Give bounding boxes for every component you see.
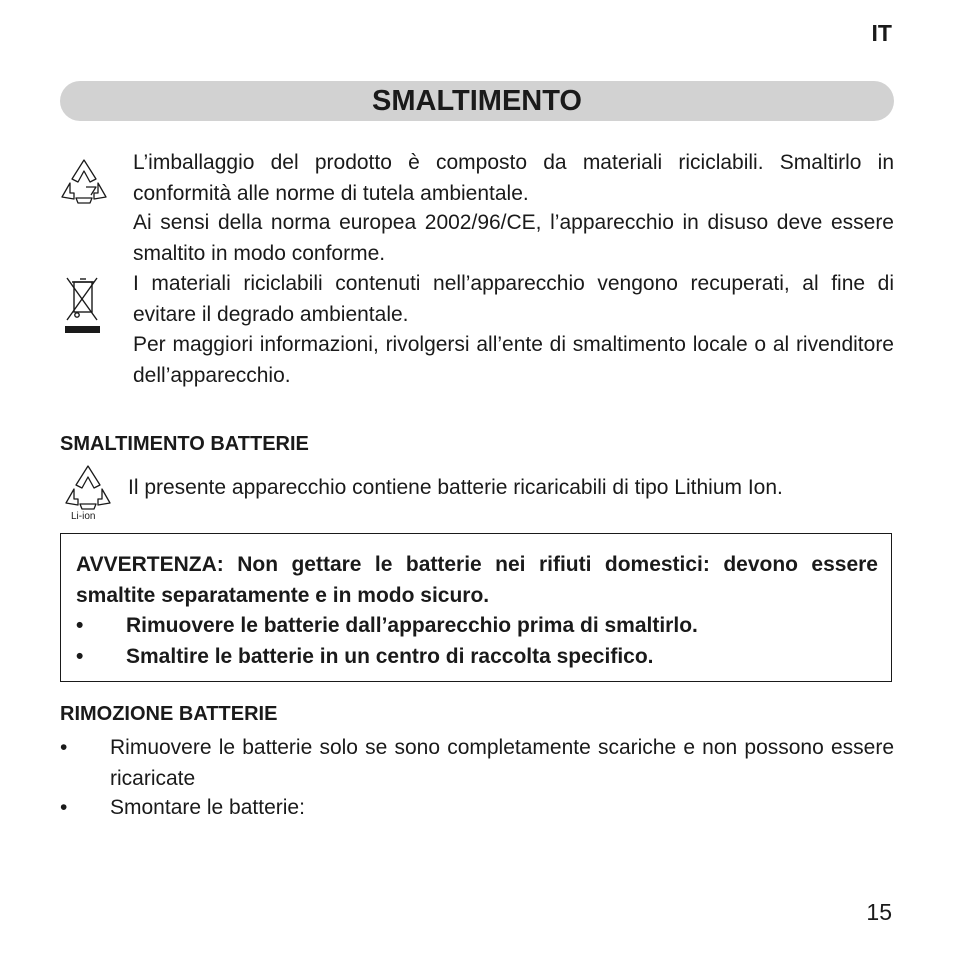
bullet-symbol: •	[60, 796, 68, 819]
recycle-arrows-icon	[62, 463, 114, 511]
recovery-text: I materiali riciclabili contenuti nell’apparecchio vengono recuperati, al fine di evitare il degrado ambientale.	[133, 272, 894, 326]
page-title: SMALTIMENTO	[60, 81, 894, 121]
packaging-text: L’imballaggio del prodotto è composto da materiali riciclabili. Smaltirlo in conformità alle norme di tutela ambientale.	[133, 151, 894, 205]
warning-bullet-text: Rimuovere le batterie dall’apparecchio prima di smaltirlo.	[126, 614, 698, 637]
li-ion-recycle-icon	[62, 463, 114, 525]
info-text: Per maggiori informazioni, rivolgersi all’ente di smaltimento locale o al rivenditore dell’apparecchio.	[133, 333, 894, 387]
removal-bullet-text: Rimuovere le batterie solo se sono completamente scariche e non possono essere ricaricate	[110, 736, 894, 790]
recycle-icon	[60, 157, 108, 205]
battery-removal-heading: RIMOZIONE BATTERIE	[60, 703, 278, 725]
li-ion-label: Li-ion	[71, 511, 96, 522]
warning-bullet-text: Smaltire le batterie in un centro di raccolta specifico.	[126, 645, 654, 668]
language-label: IT	[871, 20, 892, 46]
removal-bullet-text: Smontare le batterie:	[110, 796, 305, 819]
bullet-symbol: •	[76, 614, 84, 637]
warning-box	[60, 533, 892, 682]
crossed-out-bin-icon	[62, 275, 102, 335]
warning-text: AVVERTENZA: Non gettare le batterie nei rifiuti domestici: devono essere smaltite separatamente e in modo sicuro.	[76, 553, 878, 607]
directive-text: Ai sensi della norma europea 2002/96/CE, l’apparecchio in disuso deve essere smaltito in modo conforme.	[133, 211, 894, 265]
bullet-symbol: •	[76, 645, 84, 668]
bullet-symbol: •	[60, 736, 68, 759]
battery-disposal-heading: SMALTIMENTO BATTERIE	[60, 433, 309, 455]
battery-type-text: Il presente apparecchio contiene batterie ricaricabili di tipo Lithium Ion.	[128, 476, 783, 499]
page-number: 15	[866, 899, 892, 925]
